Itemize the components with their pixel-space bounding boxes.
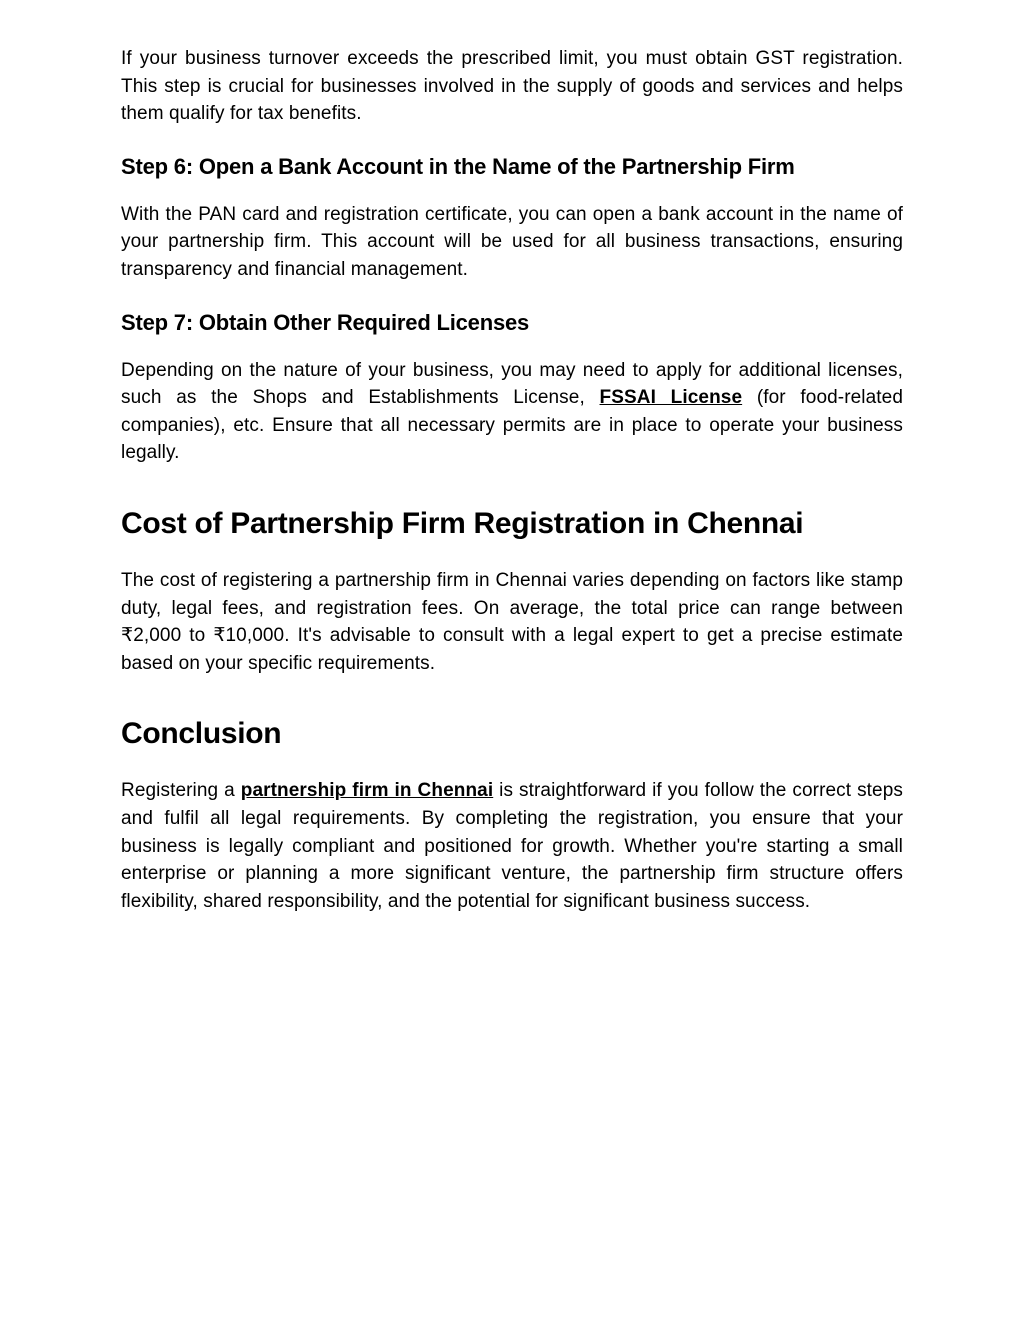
gst-registration-paragraph: If your business turnover exceeds the prescribed limit, you must obtain GST registration. This step is crucial for businesses involved in the supply of goods and services and helps them qualify for tax benefits. [121, 48, 903, 125]
step7-heading: Step 7: Obtain Other Required Licenses [121, 309, 530, 335]
cost-heading: Cost of Partnership Firm Registration in Chennai [121, 506, 804, 540]
fssai-license-link[interactable]: FSSAI License [599, 387, 743, 409]
partnership-firm-chennai-link[interactable]: partnership firm in Chennai [240, 780, 494, 802]
step7-text-after: (for food-related companies), etc. Ensure that all necessary permits are in place to operate your business legally. [121, 387, 904, 464]
step6-heading: Step 6: Open a Bank Account in the Name of the Partnership Firm [121, 153, 795, 179]
conclusion-heading: Conclusion [121, 717, 282, 751]
step6-paragraph: With the PAN card and registration certificate, you can open a bank account in the name of your partnership firm. This account will be used for all business transactions, ensuring transparency and financial management. [121, 203, 903, 280]
step7-paragraph [121, 357, 903, 467]
conclusion-paragraph [121, 777, 903, 915]
cost-paragraph: The cost of registering a partnership firm in Chennai varies depending on factors like stamp duty, legal fees, and registration fees. On average, the total price can range between ₹2,000 to ₹10,000. It's advisable to consult with a legal expert to get a precise estimate based on your specific requirements. [121, 569, 903, 674]
conclusion-text-after: is straightforward if you follow the correct steps and fulfil all legal requirements. By completing the registration, you ensure that your business is legally compliant and positioned for growth. Whether you're starting a small enterprise or planning a more significant venture, the partnership firm structure offers flexibility, shared responsibility, and the potential for significant business success. [121, 780, 903, 912]
conclusion-text-before: Registering a [121, 780, 241, 802]
step7-text-before: Depending on the nature of your business, you may need to apply for additional licenses, such as the Shops and Establishments License, [121, 359, 903, 409]
